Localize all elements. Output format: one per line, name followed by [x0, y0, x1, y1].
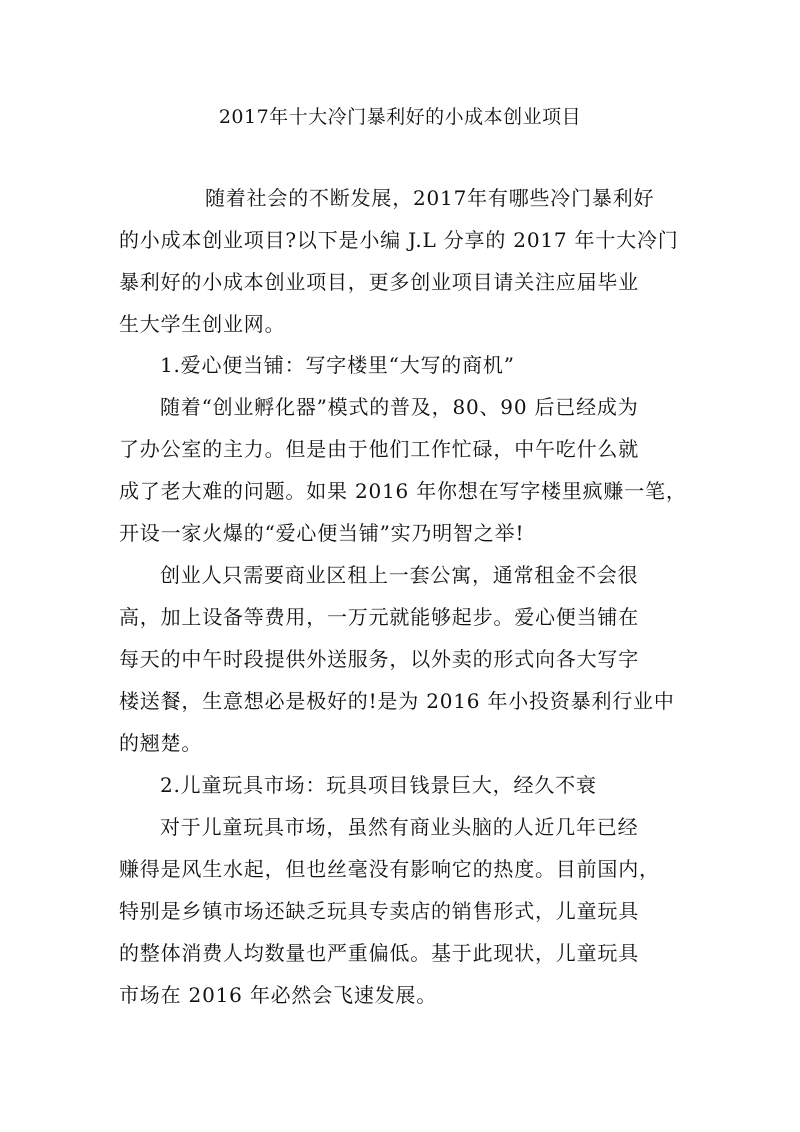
- text-line: 高，加上设备等费用，一万元就能够起步。爱心便当铺在: [119, 605, 639, 629]
- text-line: 开设一家火爆的“爱心便当铺”实乃明智之举!: [119, 521, 525, 545]
- text-line: 创业人只需要商业区租上一套公寓，通常租金不会很: [160, 563, 639, 587]
- text-line: 2.儿童玩具市场：玩具项目钱景巨大，经久不衰: [160, 773, 597, 797]
- text-line: 1.爱心便当铺：写字楼里“大写的商机”: [160, 353, 515, 377]
- text-line: 特别是乡镇市场还缺乏玩具专卖店的销售形式，儿童玩具: [119, 899, 639, 923]
- text-line: 暴利好的小成本创业项目，更多创业项目请关注应届毕业: [119, 270, 639, 294]
- text-line: 的翘楚。: [119, 731, 203, 755]
- text-line: 随着“创业孵化器”模式的普及，80、90 后已经成为: [160, 395, 639, 419]
- text-line: 楼送餐，生意想必是极好的!是为 2016 年小投资暴利行业中: [119, 689, 675, 713]
- text-line: 生大学生创业网。: [119, 312, 286, 336]
- text-line: 赚得是风生水起，但也丝毫没有影响它的热度。目前国内，: [119, 857, 660, 881]
- text-line: 每天的中午时段提供外送服务，以外卖的形式向各大写字: [119, 647, 639, 671]
- text-line: 对于儿童玩具市场，虽然有商业头脑的人近几年已经: [160, 815, 639, 839]
- text-line: 成了老大难的问题。如果 2016 年你想在写字楼里疯赚一笔，: [119, 479, 687, 503]
- text-line: 随着社会的不断发展，2017年有哪些冷门暴利好: [205, 186, 655, 210]
- text-line: 了办公室的主力。但是由于他们工作忙碌，中午吃什么就: [119, 437, 639, 461]
- text-line: 市场在 2016 年必然会飞速发展。: [119, 983, 438, 1007]
- text-line: 的整体消费人均数量也严重偏低。基于此现状，儿童玩具: [119, 941, 639, 965]
- document-title: 2017年十大冷门暴利好的小成本创业项目: [218, 106, 582, 128]
- text-line: 的小成本创业项目?以下是小编 J.L 分享的 2017 年十大冷门: [119, 228, 679, 252]
